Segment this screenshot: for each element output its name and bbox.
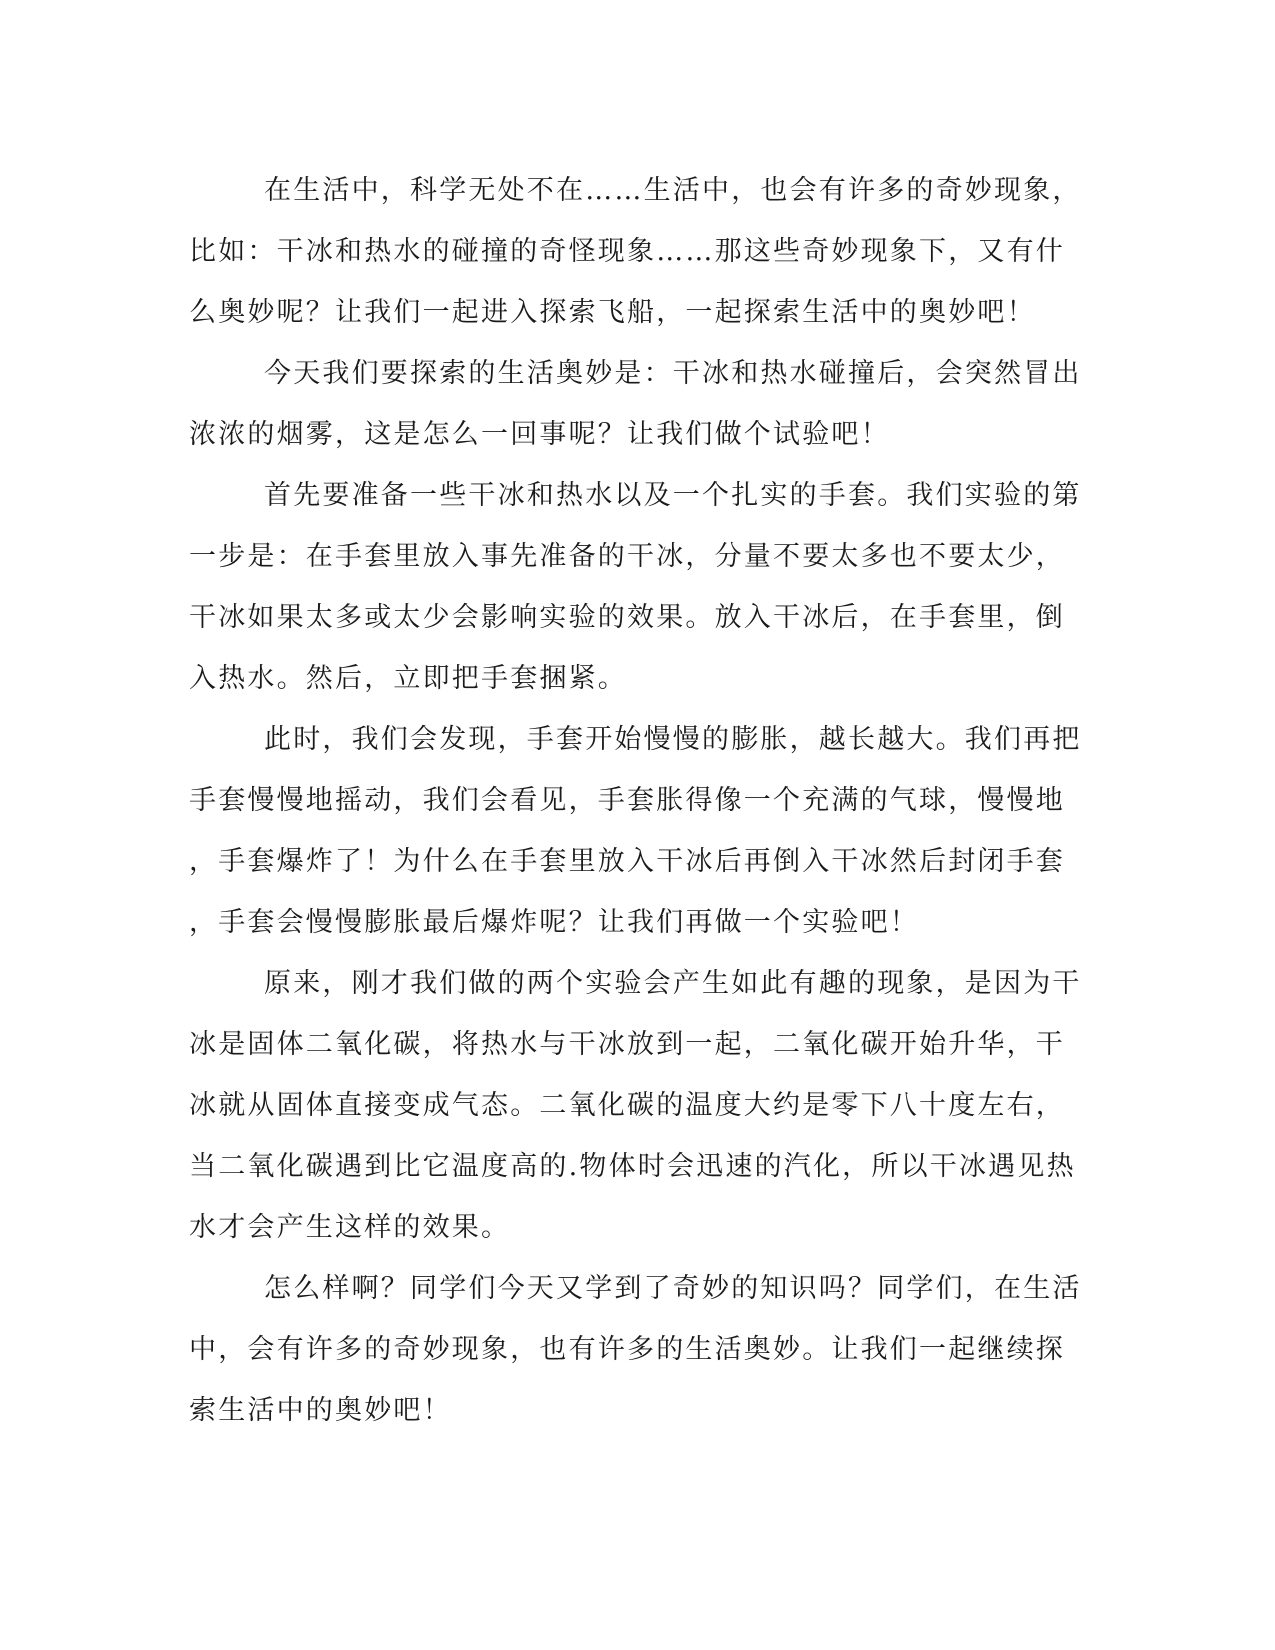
text-line: 干冰如果太多或太少会影响实验的效果。放入干冰后，在手套里，倒	[189, 602, 1065, 633]
text-line: 冰就从固体直接变成气态。二氧化碳的温度大约是零下八十度左右，	[189, 1090, 1065, 1121]
paragraph-6	[189, 1258, 1082, 1441]
paragraph-4	[189, 709, 1082, 953]
text-line: ，手套爆炸了！为什么在手套里放入干冰后再倒入干冰然后封闭手套	[189, 846, 1065, 877]
text-line: 今天我们要探索的生活奥妙是：干冰和热水碰撞后，会突然冒出	[264, 358, 1082, 389]
text-line: 冰是固体二氧化碳，将热水与干冰放到一起，二氧化碳开始升华，干	[189, 1029, 1065, 1060]
text-line: 手套慢慢地摇动，我们会看见，手套胀得像一个充满的气球，慢慢地	[189, 785, 1065, 816]
paragraph-2	[189, 343, 1082, 465]
paragraph-1	[189, 160, 1082, 343]
text-line: 原来，刚才我们做的两个实验会产生如此有趣的现象，是因为干	[264, 968, 1082, 999]
text-line: 么奥妙呢？让我们一起进入探索飞船，一起探索生活中的奥妙吧！	[189, 297, 1036, 328]
text-line: 中，会有许多的奇妙现象，也有许多的生活奥妙。让我们一起继续探	[189, 1334, 1065, 1365]
text-line: 浓浓的烟雾，这是怎么一回事呢？让我们做个试验吧！	[189, 419, 890, 450]
text-line: 此时，我们会发现，手套开始慢慢的膨胀，越长越大。我们再把	[264, 724, 1082, 755]
paragraph-3	[189, 465, 1082, 709]
text-line: 水才会产生这样的效果。	[189, 1212, 511, 1243]
text-line: 比如：干冰和热水的碰撞的奇怪现象……那这些奇妙现象下，又有什	[189, 236, 1065, 267]
text-line: ，手套会慢慢膨胀最后爆炸呢？让我们再做一个实验吧！	[189, 907, 919, 938]
text-line: 入热水。然后，立即把手套捆紧。	[189, 663, 627, 694]
text-line: 当二氧化碳遇到比它温度高的.物体时会迅速的汽化，所以干冰遇见热	[189, 1151, 1076, 1182]
paragraph-5	[189, 953, 1082, 1258]
text-line: 索生活中的奥妙吧！	[189, 1395, 452, 1426]
text-line: 在生活中，科学无处不在……生活中，也会有许多的奇妙现象，	[264, 175, 1082, 206]
document-body	[189, 160, 1082, 1441]
text-line: 怎么样啊？同学们今天又学到了奇妙的知识吗？同学们，在生活	[264, 1273, 1082, 1304]
text-line: 一步是：在手套里放入事先准备的干冰，分量不要太多也不要太少，	[189, 541, 1065, 572]
text-line: 首先要准备一些干冰和热水以及一个扎实的手套。我们实验的第	[264, 480, 1082, 511]
